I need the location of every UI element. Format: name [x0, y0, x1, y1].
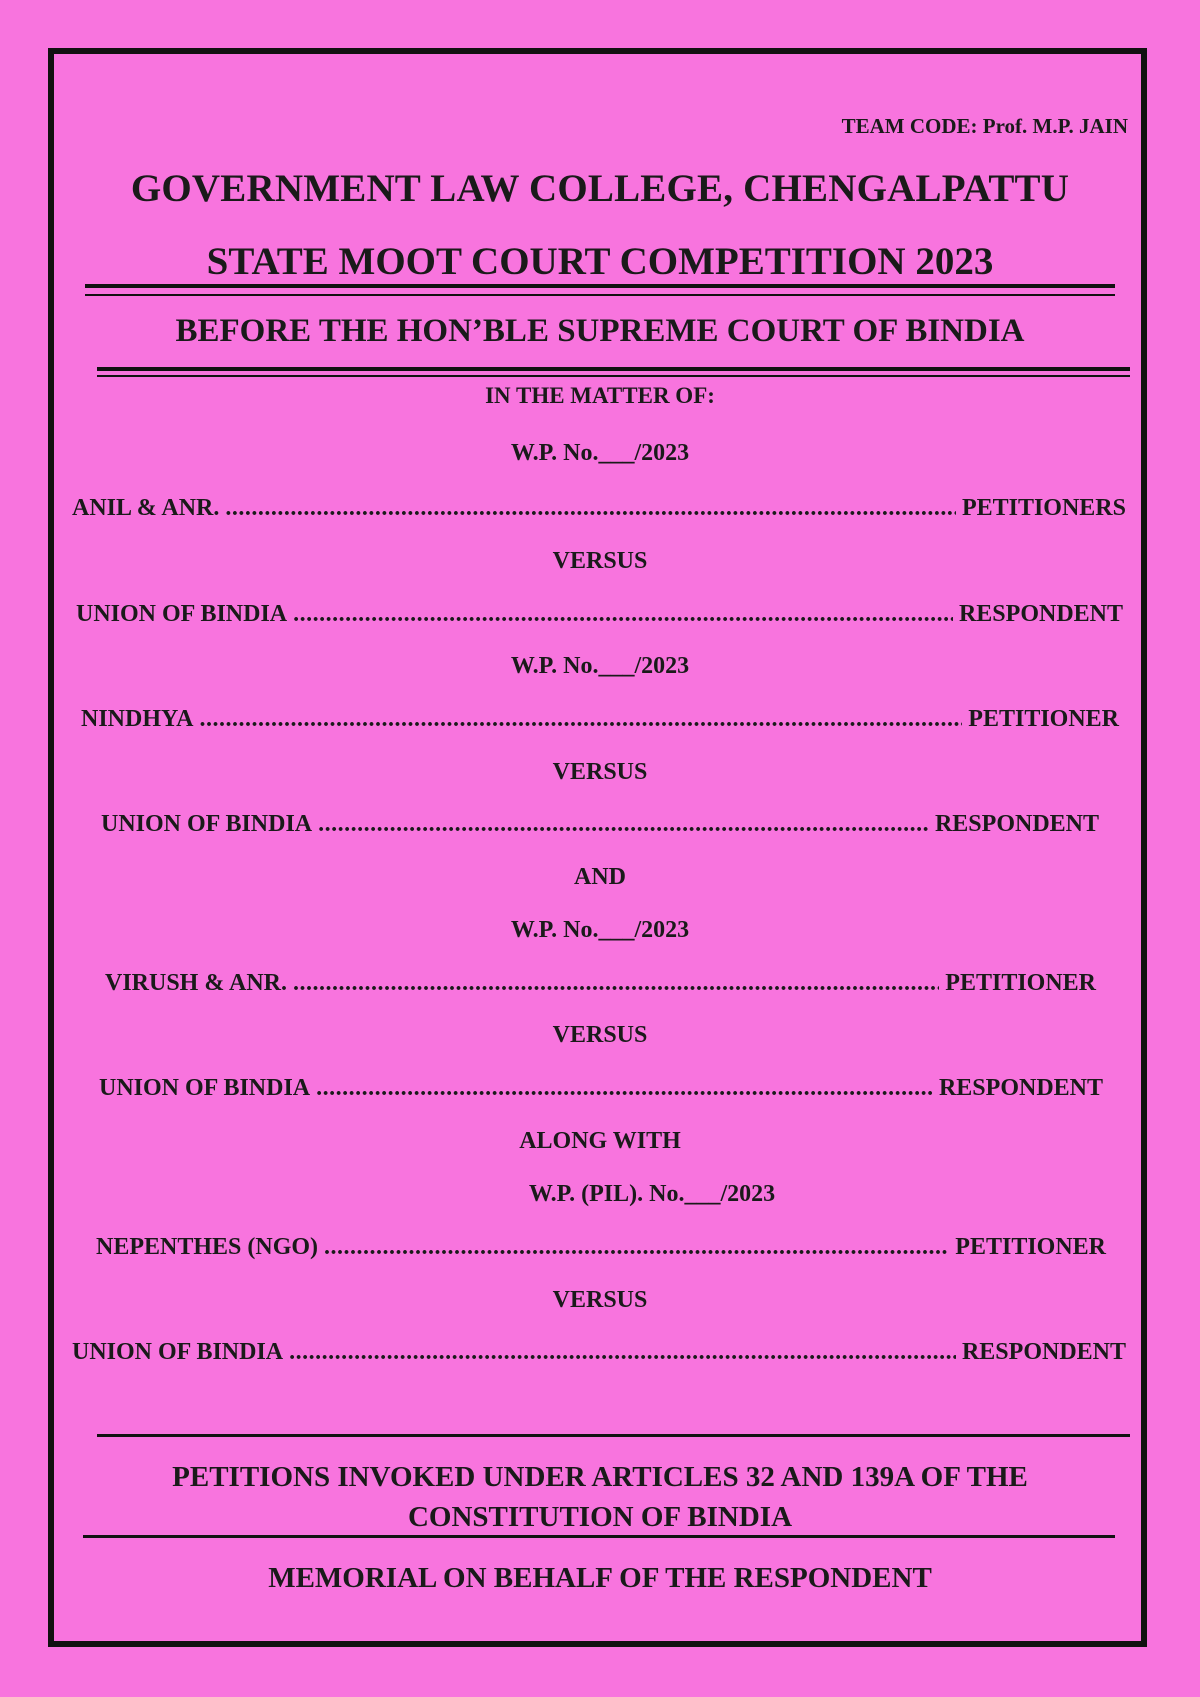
team-code: TEAM CODE: Prof. M.P. JAIN [841, 114, 1128, 138]
petitions-line-2: CONSTITUTION OF BINDIA [407, 1501, 793, 1533]
versus-2: VERSUS [552, 759, 648, 785]
party-name: UNION OF BINDIA [72, 1339, 284, 1365]
court-title: BEFORE THE HON’BLE SUPREME COURT OF BINDIA [175, 313, 1025, 349]
party-role: RESPONDENT [961, 1339, 1126, 1365]
divider-rule-1b [85, 294, 1115, 296]
party-role: PETITIONERS [961, 495, 1126, 521]
party-name: VIRUSH & ANR. [105, 970, 288, 996]
leader-dots [324, 1234, 949, 1261]
party-role: PETITIONER [945, 970, 1096, 996]
wp-number-2: W.P. No.___/2023 [510, 653, 690, 679]
along-with: ALONG WITH [519, 1128, 681, 1154]
party-row-3 [81, 706, 1119, 733]
leader-dots [289, 1339, 956, 1366]
party-row-8 [72, 1339, 1126, 1366]
divider-rule-1a [85, 284, 1115, 288]
memorial-title: MEMORIAL ON BEHALF OF THE RESPONDENT [268, 1562, 932, 1594]
leader-dots [316, 1075, 933, 1102]
party-role: PETITIONER [968, 706, 1119, 732]
party-role: RESPONDENT [934, 811, 1099, 837]
party-name: UNION OF BINDIA [101, 811, 313, 837]
party-role: RESPONDENT [938, 1075, 1103, 1101]
party-row-5 [105, 970, 1096, 997]
petitions-statement [0, 1457, 1200, 1537]
party-name: NEPENTHES (NGO) [96, 1234, 319, 1260]
versus-4: VERSUS [552, 1287, 648, 1313]
matter-heading: IN THE MATTER OF: [485, 383, 715, 408]
party-row-6 [99, 1075, 1103, 1102]
party-role: PETITIONER [955, 1234, 1106, 1260]
petitions-line-1: PETITIONS INVOKED UNDER ARTICLES 32 AND 139A OF THE [172, 1461, 1028, 1493]
leader-dots [225, 495, 956, 522]
leader-dots [318, 811, 929, 838]
wp-number-4: W.P. (PIL). No.___/2023 [528, 1181, 776, 1207]
versus-1: VERSUS [552, 548, 648, 574]
wp-number-1: W.P. No.___/2023 [510, 440, 690, 466]
wp-number-3: W.P. No.___/2023 [510, 917, 690, 943]
college-name: GOVERNMENT LAW COLLEGE, CHENGALPATTU [130, 167, 1070, 210]
leader-dots [199, 706, 962, 733]
party-name: UNION OF BINDIA [99, 1075, 311, 1101]
party-row-7 [96, 1234, 1106, 1261]
party-role: RESPONDENT [958, 601, 1123, 627]
divider-rule-4 [83, 1535, 1115, 1538]
party-name: ANIL & ANR. [72, 495, 220, 521]
divider-rule-2b [97, 375, 1130, 377]
versus-3: VERSUS [552, 1022, 648, 1048]
divider-rule-3 [97, 1434, 1130, 1437]
divider-rule-2a [97, 367, 1130, 371]
leader-dots [293, 970, 939, 997]
leader-dots [293, 601, 953, 628]
party-row-2 [76, 601, 1123, 628]
party-row-1 [72, 495, 1126, 522]
party-name: UNION OF BINDIA [76, 601, 288, 627]
party-name: NINDHYA [81, 706, 194, 732]
competition-title: STATE MOOT COURT COMPETITION 2023 [206, 240, 994, 283]
party-row-4 [101, 811, 1099, 838]
and-connector: AND [574, 864, 626, 890]
